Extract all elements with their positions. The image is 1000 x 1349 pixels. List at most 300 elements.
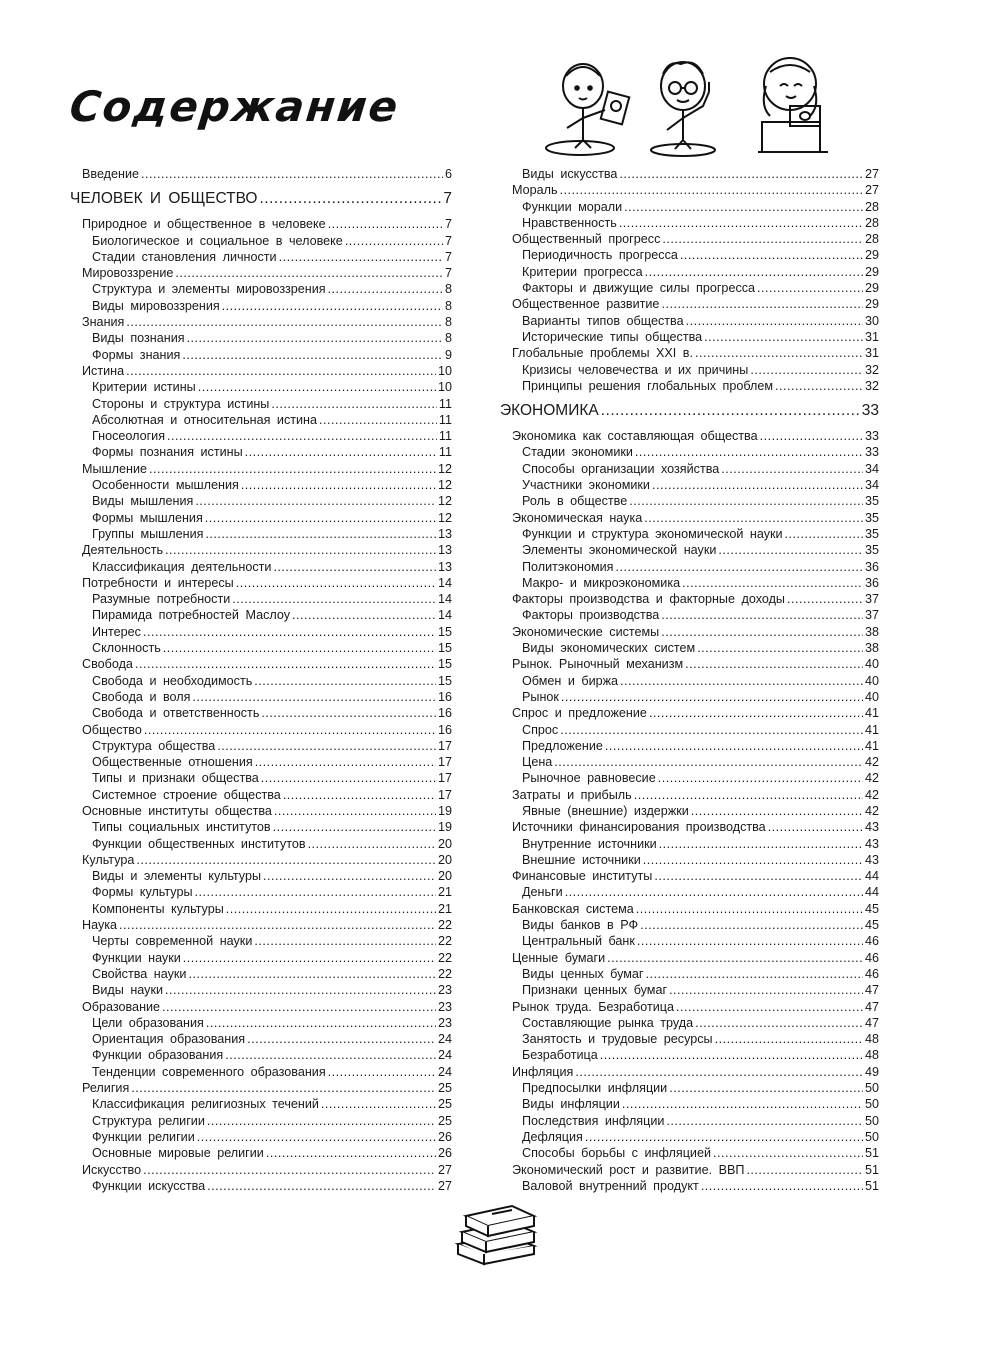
toc-entry bbox=[70, 1047, 452, 1063]
toc-entry bbox=[70, 1162, 452, 1178]
toc-entry-page: 7 bbox=[444, 249, 452, 264]
toc-entry-page: 7 bbox=[444, 266, 452, 281]
toc-entry-label: Факторы производства bbox=[522, 608, 660, 623]
toc-entry-label: Факторы и движущие силы прогресса bbox=[522, 281, 756, 296]
toc-entry-page: 6 bbox=[444, 167, 452, 181]
toc-entry-page: 10 bbox=[437, 380, 452, 395]
toc-entry bbox=[70, 216, 452, 232]
toc-entry-page: 50 bbox=[864, 1129, 879, 1144]
toc-leader-dots bbox=[126, 363, 436, 379]
toc-entry bbox=[500, 754, 879, 770]
toc-entry-label: Истина bbox=[82, 363, 125, 378]
toc-entry bbox=[500, 444, 879, 460]
toc-entry-label: Наука bbox=[82, 918, 118, 933]
toc-leader-dots bbox=[232, 591, 436, 607]
toc-entry-page: 30 bbox=[864, 313, 879, 328]
toc-entry bbox=[70, 1031, 452, 1047]
toc-leader-dots bbox=[645, 264, 863, 280]
toc-leader-dots bbox=[328, 1064, 436, 1080]
toc-entry bbox=[500, 999, 879, 1015]
toc-entry-page: 21 bbox=[437, 901, 452, 916]
toc-entry-label: Искусство bbox=[82, 1162, 142, 1177]
toc-leader-dots bbox=[658, 770, 863, 786]
toc-entry-page: 20 bbox=[437, 869, 452, 884]
toc-entry-label: Предпосылки инфляции bbox=[522, 1081, 668, 1096]
toc-entry-page: 47 bbox=[864, 1015, 879, 1030]
toc-entry-label: Экономическая наука bbox=[512, 510, 643, 525]
toc-entry-label: Стадии экономики bbox=[522, 445, 633, 460]
toc-entry-label: Экономические системы bbox=[512, 624, 660, 639]
toc-leader-dots bbox=[207, 1178, 436, 1194]
toc-entry-label: Формы знания bbox=[92, 347, 181, 362]
toc-leader-dots bbox=[676, 999, 863, 1015]
toc-entry-label: Рынок труда. Безработица bbox=[512, 999, 675, 1014]
toc-entry bbox=[500, 1113, 879, 1129]
toc-entry-page: 22 bbox=[437, 918, 452, 933]
toc-entry bbox=[70, 705, 452, 721]
toc-entry-page: 32 bbox=[864, 362, 879, 377]
toc-entry-page: 33 bbox=[864, 445, 879, 460]
toc-entry-label: Компоненты культуры bbox=[92, 901, 224, 916]
toc-entry-page: 7 bbox=[444, 217, 452, 232]
toc-entry-page: 17 bbox=[437, 787, 452, 802]
toc-entry bbox=[500, 182, 879, 198]
toc-entry bbox=[70, 396, 452, 412]
toc-entry bbox=[500, 591, 879, 607]
toc-entry bbox=[500, 510, 879, 526]
toc-entry-label: Формы познания истины bbox=[92, 445, 243, 460]
toc-entry-label: Глобальные проблемы XXI в. bbox=[512, 346, 693, 361]
toc-leader-dots bbox=[601, 398, 860, 424]
toc-entry bbox=[70, 526, 452, 542]
toc-entry bbox=[70, 1178, 452, 1194]
toc-entry-label: Цели образования bbox=[92, 1015, 204, 1030]
toc-leader-dots bbox=[560, 182, 863, 198]
toc-leader-dots bbox=[165, 542, 436, 558]
books-stack-icon bbox=[452, 1200, 540, 1268]
toc-entry bbox=[70, 868, 452, 884]
toc-entry-page: 19 bbox=[437, 803, 452, 818]
toc-entry-label: Периодичность прогресса bbox=[522, 248, 678, 263]
toc-leader-dots bbox=[607, 950, 863, 966]
toc-entry bbox=[500, 868, 879, 884]
toc-entry-page: 7 bbox=[444, 233, 452, 248]
toc-entry bbox=[500, 901, 879, 917]
toc-leader-dots bbox=[718, 542, 863, 558]
toc-leader-dots bbox=[686, 313, 863, 329]
toc-entry bbox=[500, 199, 879, 215]
toc-right-column bbox=[500, 166, 879, 1194]
toc-entry bbox=[70, 347, 452, 363]
toc-entry-label: ЭКОНОМИКА bbox=[500, 402, 599, 420]
toc-leader-dots bbox=[198, 379, 436, 395]
toc-entry-label: Функции религии bbox=[92, 1129, 195, 1144]
toc-entry-page: 37 bbox=[864, 608, 879, 623]
toc-entry bbox=[70, 542, 452, 558]
toc-entry-page: 21 bbox=[437, 885, 452, 900]
toc-entry-label: Природное и общественное в человеке bbox=[82, 217, 326, 232]
toc-leader-dots bbox=[136, 852, 436, 868]
toc-entry-page: 13 bbox=[437, 543, 452, 558]
toc-entry bbox=[70, 673, 452, 689]
toc-entry-page: 42 bbox=[864, 787, 879, 802]
toc-leader-dots bbox=[254, 673, 436, 689]
toc-entry bbox=[500, 1047, 879, 1063]
toc-entry-page: 35 bbox=[864, 526, 879, 541]
toc-leader-dots bbox=[222, 298, 443, 314]
toc-entry bbox=[70, 559, 452, 575]
toc-leader-dots bbox=[746, 1162, 863, 1178]
toc-entry bbox=[70, 836, 452, 852]
toc-leader-dots bbox=[328, 281, 443, 297]
toc-entry bbox=[70, 314, 452, 330]
toc-entry-label: Критерии истины bbox=[92, 380, 196, 395]
toc-leader-dots bbox=[266, 1145, 436, 1161]
toc-entry bbox=[70, 428, 452, 444]
toc-entry-label: Общественное развитие bbox=[512, 297, 660, 312]
toc-entry-label: Типы и признаки общества bbox=[92, 771, 259, 786]
toc-entry bbox=[500, 1096, 879, 1112]
toc-entry bbox=[70, 999, 452, 1015]
toc-entry bbox=[70, 624, 452, 640]
toc-entry bbox=[70, 689, 452, 705]
toc-entry bbox=[500, 575, 879, 591]
toc-leader-dots bbox=[701, 1178, 863, 1194]
toc-entry-label: Общественный прогресс bbox=[512, 232, 661, 247]
toc-entry bbox=[70, 722, 452, 738]
toc-entry-page: 11 bbox=[438, 412, 452, 427]
toc-entry-label: Деятельность bbox=[82, 543, 164, 558]
toc-entry-page: 33 bbox=[864, 429, 879, 444]
toc-entry-page: 47 bbox=[864, 983, 879, 998]
toc-entry-page: 31 bbox=[864, 329, 879, 344]
toc-entry bbox=[500, 1064, 879, 1080]
toc-leader-dots bbox=[620, 673, 863, 689]
toc-entry-page: 23 bbox=[437, 999, 452, 1014]
toc-entry bbox=[500, 803, 879, 819]
toc-entry-label: Виды мировоззрения bbox=[92, 298, 220, 313]
toc-leader-dots bbox=[619, 166, 863, 182]
toc-entry bbox=[500, 836, 879, 852]
toc-leader-dots bbox=[143, 624, 436, 640]
toc-entry-page: 17 bbox=[437, 755, 452, 770]
toc-leader-dots bbox=[205, 526, 436, 542]
toc-entry bbox=[500, 542, 879, 558]
toc-leader-dots bbox=[131, 1080, 436, 1096]
toc-leader-dots bbox=[669, 1080, 863, 1096]
toc-leader-dots bbox=[274, 803, 436, 819]
toc-entry-page: 28 bbox=[864, 215, 879, 230]
toc-leader-dots bbox=[652, 477, 863, 493]
toc-leader-dots bbox=[691, 803, 863, 819]
toc-entry-label: Системное строение общества bbox=[92, 787, 281, 802]
toc-entry bbox=[70, 510, 452, 526]
toc-entry bbox=[500, 461, 879, 477]
toc-entry-page: 40 bbox=[864, 689, 879, 704]
toc-leader-dots bbox=[721, 461, 863, 477]
toc-entry-label: Макро- и микроэкономика bbox=[522, 575, 681, 590]
toc-leader-dots bbox=[163, 640, 436, 656]
toc-entry-label: Черты современной науки bbox=[92, 934, 253, 949]
toc-entry bbox=[500, 884, 879, 900]
toc-entry bbox=[70, 591, 452, 607]
toc-entry-page: 35 bbox=[864, 510, 879, 525]
toc-leader-dots bbox=[283, 787, 436, 803]
toc-entry bbox=[70, 1129, 452, 1145]
toc-entry-page: 33 bbox=[861, 402, 879, 420]
toc-entry-page: 15 bbox=[437, 657, 452, 672]
toc-leader-dots bbox=[560, 722, 863, 738]
toc-entry-label: Безработица bbox=[522, 1048, 598, 1063]
toc-entry-label: Рыночное равновесие bbox=[522, 771, 656, 786]
toc-leader-dots bbox=[715, 1031, 863, 1047]
toc-leader-dots bbox=[615, 559, 863, 575]
toc-leader-dots bbox=[695, 1015, 863, 1031]
toc-leader-dots bbox=[649, 705, 863, 721]
toc-entry-page: 16 bbox=[437, 689, 452, 704]
toc-leader-dots bbox=[661, 296, 863, 312]
toc-entry-label: Источники финансирования производства bbox=[512, 820, 766, 835]
character-with-tablet-icon bbox=[546, 64, 629, 155]
toc-entry bbox=[500, 673, 879, 689]
toc-entry-label: Группы мышления bbox=[92, 526, 204, 541]
toc-entry bbox=[500, 526, 879, 542]
toc-entry bbox=[500, 689, 879, 705]
toc-entry-label: Функции и структура экономической науки bbox=[522, 526, 783, 541]
toc-entry-page: 41 bbox=[864, 706, 879, 721]
toc-entry bbox=[500, 477, 879, 493]
toc-entry bbox=[70, 950, 452, 966]
toc-entry-label: Обмен и биржа bbox=[522, 673, 619, 688]
toc-entry-label: Мораль bbox=[512, 183, 558, 198]
toc-leader-dots bbox=[319, 412, 437, 428]
toc-entry-page: 20 bbox=[437, 852, 452, 867]
toc-entry-label: Занятость и трудовые ресурсы bbox=[522, 1032, 713, 1047]
toc-leader-dots bbox=[321, 1096, 436, 1112]
toc-entry-page: 49 bbox=[864, 1064, 879, 1079]
toc-entry bbox=[500, 819, 879, 835]
toc-entry bbox=[70, 770, 452, 786]
toc-leader-dots bbox=[600, 1047, 863, 1063]
toc-leader-dots bbox=[680, 247, 863, 263]
toc-entry-label: Свобода bbox=[82, 657, 133, 672]
toc-entry bbox=[70, 166, 452, 182]
toc-entry-label: Интерес bbox=[92, 624, 141, 639]
toc-entry-page: 48 bbox=[864, 1032, 879, 1047]
toc-entry-label: Виды мышления bbox=[92, 494, 194, 509]
toc-entry-page: 15 bbox=[437, 624, 452, 639]
toc-leader-dots bbox=[554, 754, 863, 770]
toc-leader-dots bbox=[768, 819, 863, 835]
toc-entry bbox=[70, 281, 452, 297]
toc-entry bbox=[500, 624, 879, 640]
toc-entry-label: Формы мышления bbox=[92, 510, 203, 525]
toc-entry-page: 29 bbox=[864, 281, 879, 296]
toc-entry-label: Основные институты общества bbox=[82, 803, 272, 818]
toc-entry bbox=[70, 607, 452, 623]
toc-leader-dots bbox=[236, 575, 436, 591]
toc-section-heading bbox=[500, 398, 879, 424]
toc-entry-page: 9 bbox=[444, 347, 452, 362]
toc-entry-page: 28 bbox=[864, 232, 879, 247]
toc-entry-page: 14 bbox=[437, 608, 452, 623]
toc-entry-page: 50 bbox=[864, 1097, 879, 1112]
toc-entry-page: 43 bbox=[864, 852, 879, 867]
toc-entry-label: Мышление bbox=[82, 461, 147, 476]
toc-entry bbox=[500, 329, 879, 345]
toc-entry bbox=[500, 640, 879, 656]
toc-entry-page: 35 bbox=[864, 494, 879, 509]
toc-entry bbox=[70, 803, 452, 819]
toc-entry-label: Спрос bbox=[522, 722, 559, 737]
toc-entry-label: Разумные потребности bbox=[92, 592, 231, 607]
toc-entry-label: Роль в обществе bbox=[522, 494, 628, 509]
toc-entry-page: 40 bbox=[864, 673, 879, 688]
toc-entry-page: 17 bbox=[437, 771, 452, 786]
toc-entry-label: Ориентация образования bbox=[92, 1032, 246, 1047]
toc-entry-label: Свойства науки bbox=[92, 966, 187, 981]
toc-entry-page: 15 bbox=[437, 641, 452, 656]
toc-entry-label: Способы борьбы с инфляцией bbox=[522, 1146, 711, 1161]
toc-entry-label: Признаки ценных бумаг bbox=[522, 983, 668, 998]
toc-entry-page: 11 bbox=[438, 445, 452, 460]
toc-entry-label: Функции морали bbox=[522, 199, 623, 214]
toc-entry-page: 38 bbox=[864, 641, 879, 656]
toc-entry-label: Функции искусства bbox=[92, 1178, 206, 1193]
toc-leader-dots bbox=[565, 884, 863, 900]
toc-entry-page: 15 bbox=[437, 673, 452, 688]
toc-entry bbox=[500, 280, 879, 296]
toc-leader-dots bbox=[188, 966, 436, 982]
toc-entry-label: Виды искусства bbox=[522, 167, 618, 181]
toc-entry-page: 11 bbox=[438, 429, 452, 444]
toc-entry-page: 23 bbox=[437, 983, 452, 998]
toc-leader-dots bbox=[624, 199, 863, 215]
toc-entry-label: Классификация деятельности bbox=[92, 559, 272, 574]
toc-entry-page: 36 bbox=[864, 575, 879, 590]
toc-leader-dots bbox=[328, 216, 443, 232]
toc-entry bbox=[500, 933, 879, 949]
toc-entry-label: Принципы решения глобальных проблем bbox=[522, 378, 774, 393]
toc-leader-dots bbox=[205, 510, 436, 526]
toc-entry-label: Составляющие рынка труда bbox=[522, 1015, 694, 1030]
toc-entry-page: 44 bbox=[864, 869, 879, 884]
toc-entry-page: 27 bbox=[864, 183, 879, 198]
toc-entry-page: 51 bbox=[864, 1178, 879, 1193]
toc-entry-page: 8 bbox=[444, 331, 452, 346]
toc-entry-label: Биологическое и социальное в человеке bbox=[92, 233, 343, 248]
toc-leader-dots bbox=[666, 1113, 863, 1129]
toc-entry-page: 45 bbox=[864, 901, 879, 916]
toc-entry-label: Общество bbox=[82, 722, 142, 737]
toc-entry-label: Внешние источники bbox=[522, 852, 641, 867]
toc-leader-dots bbox=[187, 330, 443, 346]
toc-entry-page: 13 bbox=[437, 526, 452, 541]
toc-entry-page: 13 bbox=[437, 559, 452, 574]
toc-leader-dots bbox=[659, 836, 863, 852]
toc-leader-dots bbox=[192, 689, 436, 705]
toc-entry-label: Способы организации хозяйства bbox=[522, 461, 720, 476]
toc-entry-label: Рынок. Рыночный механизм bbox=[512, 657, 684, 672]
toc-leader-dots bbox=[292, 607, 436, 623]
toc-entry-page: 29 bbox=[864, 264, 879, 279]
toc-entry bbox=[500, 852, 879, 868]
toc-entry bbox=[70, 363, 452, 379]
toc-entry bbox=[500, 313, 879, 329]
toc-leader-dots bbox=[661, 607, 863, 623]
toc-entry-label: Абсолютная и относительная истина bbox=[92, 412, 318, 427]
toc-entry-page: 24 bbox=[437, 1032, 452, 1047]
toc-entry-label: Функции образования bbox=[92, 1048, 224, 1063]
toc-entry-label: Общественные отношения bbox=[92, 755, 253, 770]
toc-entry bbox=[500, 705, 879, 721]
toc-leader-dots bbox=[619, 215, 863, 231]
toc-entry-page: 17 bbox=[437, 738, 452, 753]
toc-entry-label: Введение bbox=[82, 167, 140, 181]
toc-entry-page: 29 bbox=[864, 248, 879, 263]
toc-leader-dots bbox=[254, 933, 436, 949]
toc-entry bbox=[500, 264, 879, 280]
toc-entry bbox=[70, 1145, 452, 1161]
toc-entry bbox=[500, 1178, 879, 1194]
toc-entry-page: 40 bbox=[864, 657, 879, 672]
toc-entry-label: Варианты типов общества bbox=[522, 313, 684, 328]
toc-leader-dots bbox=[654, 868, 863, 884]
toc-entry bbox=[500, 770, 879, 786]
toc-leader-dots bbox=[225, 1047, 436, 1063]
toc-leader-dots bbox=[345, 233, 443, 249]
toc-entry-label: Религия bbox=[82, 1081, 130, 1096]
toc-leader-dots bbox=[182, 347, 443, 363]
toc-entry bbox=[70, 444, 452, 460]
toc-entry-label: Виды познания bbox=[92, 331, 185, 346]
toc-entry bbox=[500, 215, 879, 231]
toc-entry-label: Финансовые институты bbox=[512, 869, 653, 884]
toc-entry-page: 26 bbox=[437, 1129, 452, 1144]
toc-leader-dots bbox=[697, 640, 863, 656]
toc-entry-page: 46 bbox=[864, 966, 879, 981]
toc-entry-page: 51 bbox=[864, 1162, 879, 1177]
toc-leader-dots bbox=[635, 444, 863, 460]
toc-entry-label: Ценные бумаги bbox=[512, 950, 606, 965]
toc-entry bbox=[70, 461, 452, 477]
toc-leader-dots bbox=[263, 868, 436, 884]
toc-leader-dots bbox=[247, 1031, 436, 1047]
toc-leader-dots bbox=[226, 901, 436, 917]
toc-entry-page: 25 bbox=[437, 1081, 452, 1096]
toc-entry bbox=[70, 233, 452, 249]
toc-entry bbox=[70, 1064, 452, 1080]
toc-entry-label: Политэкономия bbox=[522, 559, 614, 574]
toc-entry-page: 16 bbox=[437, 706, 452, 721]
toc-entry bbox=[70, 884, 452, 900]
toc-entry-label: Свобода и необходимость bbox=[92, 673, 253, 688]
toc-leader-dots bbox=[143, 1162, 436, 1178]
toc-entry bbox=[500, 787, 879, 803]
toc-entry bbox=[500, 1031, 879, 1047]
toc-entry-label: Потребности и интересы bbox=[82, 575, 234, 590]
toc-entry-page: 32 bbox=[864, 378, 879, 393]
toc-entry bbox=[70, 787, 452, 803]
toc-entry-label: Экономический рост и развитие. ВВП bbox=[512, 1162, 745, 1177]
toc-leader-dots bbox=[775, 378, 863, 394]
toc-leader-dots bbox=[255, 754, 436, 770]
toc-entry bbox=[500, 982, 879, 998]
toc-entry bbox=[70, 656, 452, 672]
toc-entry-page: 24 bbox=[437, 1048, 452, 1063]
toc-entry-page: 51 bbox=[864, 1146, 879, 1161]
toc-leader-dots bbox=[682, 575, 863, 591]
